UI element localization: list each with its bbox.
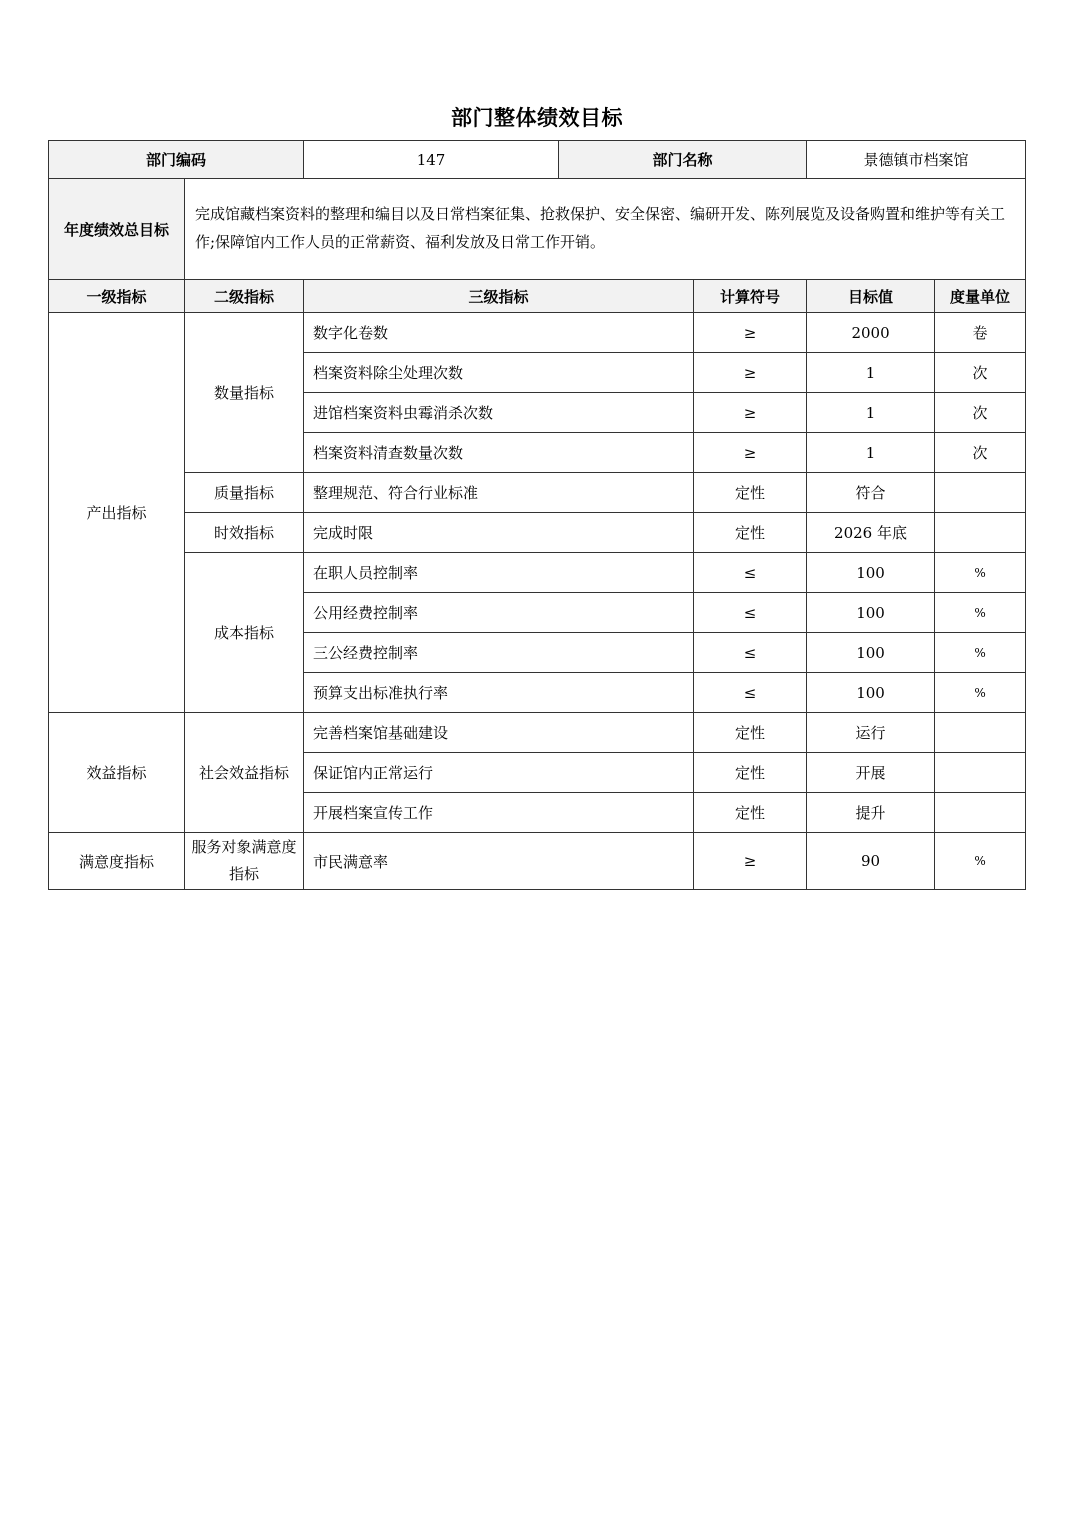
- dept-code-label: 部门编码: [49, 141, 304, 179]
- indicator-unit: [935, 513, 1026, 553]
- indicator-target: 100: [807, 593, 935, 633]
- level1-output: 产出指标: [49, 313, 185, 713]
- level2-cost: 成本指标: [185, 553, 304, 713]
- indicator-name: 进馆档案资料虫霉消杀次数: [304, 393, 694, 433]
- indicator-name: 三公经费控制率: [304, 633, 694, 673]
- indicator-name: 完成时限: [304, 513, 694, 553]
- annual-goal-text: 完成馆藏档案资料的整理和编目以及日常档案征集、抢救保护、安全保密、编研开发、陈列展览及设备购置和维护等有关工作;保障馆内工作人员的正常薪资、福利发放及日常工作开销。: [185, 179, 1026, 280]
- indicator-operator: 定性: [694, 713, 807, 753]
- indicator-target: 2000: [807, 313, 935, 353]
- indicator-target: 符合: [807, 473, 935, 513]
- indicator-name: 数字化卷数: [304, 313, 694, 353]
- header-row: [49, 280, 1026, 313]
- indicator-operator: ≤: [694, 633, 807, 673]
- header-unit: 度量单位: [935, 280, 1026, 313]
- indicator-target: 2026 年底: [807, 513, 935, 553]
- indicator-operator: ≥: [694, 313, 807, 353]
- level2-timeliness: 时效指标: [185, 513, 304, 553]
- level1-benefit: 效益指标: [49, 713, 185, 833]
- table-row: [49, 833, 1026, 890]
- indicator-target: 100: [807, 553, 935, 593]
- indicator-name: 在职人员控制率: [304, 553, 694, 593]
- indicator-unit: %: [935, 593, 1026, 633]
- performance-table: [48, 140, 1026, 890]
- indicator-target: 1: [807, 393, 935, 433]
- indicator-name: 公用经费控制率: [304, 593, 694, 633]
- table-row: [49, 473, 1026, 513]
- indicator-unit: [935, 473, 1026, 513]
- indicator-unit: %: [935, 633, 1026, 673]
- indicator-target: 90: [807, 833, 935, 890]
- header-level2: 二级指标: [185, 280, 304, 313]
- table-row: [49, 713, 1026, 753]
- header-operator: 计算符号: [694, 280, 807, 313]
- indicator-target: 1: [807, 433, 935, 473]
- indicator-target: 100: [807, 673, 935, 713]
- dept-name-label: 部门名称: [559, 141, 807, 179]
- level1-satisfaction: 满意度指标: [49, 833, 185, 890]
- indicator-name: 开展档案宣传工作: [304, 793, 694, 833]
- indicator-unit: 次: [935, 353, 1026, 393]
- level2-quantity: 数量指标: [185, 313, 304, 473]
- header-level3: 三级指标: [304, 280, 694, 313]
- indicator-name: 预算支出标准执行率: [304, 673, 694, 713]
- indicator-operator: 定性: [694, 793, 807, 833]
- page-title: 部门整体绩效目标: [451, 106, 623, 130]
- indicator-target: 开展: [807, 753, 935, 793]
- indicator-operator: 定性: [694, 753, 807, 793]
- indicator-operator: ≥: [694, 433, 807, 473]
- indicator-unit: 次: [935, 433, 1026, 473]
- indicator-operator: ≤: [694, 673, 807, 713]
- indicator-target: 运行: [807, 713, 935, 753]
- annual-goal-row: [49, 179, 1026, 280]
- level2-service: 服务对象满意度指标: [185, 833, 304, 890]
- indicator-target: 100: [807, 633, 935, 673]
- table-row: [49, 313, 1026, 353]
- indicator-unit: [935, 753, 1026, 793]
- dept-info-row: [49, 141, 1026, 179]
- indicator-target: 1: [807, 353, 935, 393]
- dept-name-value: 景德镇市档案馆: [807, 141, 1026, 179]
- indicator-name: 档案资料清查数量次数: [304, 433, 694, 473]
- indicator-operator: 定性: [694, 513, 807, 553]
- indicator-name: 完善档案馆基础建设: [304, 713, 694, 753]
- indicator-unit: %: [935, 833, 1026, 890]
- header-level1: 一级指标: [49, 280, 185, 313]
- annual-goal-label: 年度绩效总目标: [49, 179, 185, 280]
- indicator-operator: ≥: [694, 353, 807, 393]
- level2-quality: 质量指标: [185, 473, 304, 513]
- indicator-target: 提升: [807, 793, 935, 833]
- indicator-name: 整理规范、符合行业标准: [304, 473, 694, 513]
- indicator-unit: %: [935, 553, 1026, 593]
- indicator-operator: ≥: [694, 833, 807, 890]
- indicator-unit: 卷: [935, 313, 1026, 353]
- indicator-operator: ≤: [694, 553, 807, 593]
- indicator-unit: 次: [935, 393, 1026, 433]
- dept-code-value: 147: [304, 141, 559, 179]
- indicator-unit: %: [935, 673, 1026, 713]
- indicator-unit: [935, 793, 1026, 833]
- indicator-operator: 定性: [694, 473, 807, 513]
- indicator-unit: [935, 713, 1026, 753]
- table-row: [49, 553, 1026, 593]
- indicator-name: 保证馆内正常运行: [304, 753, 694, 793]
- table-row: [49, 513, 1026, 553]
- indicator-operator: ≤: [694, 593, 807, 633]
- level2-social: 社会效益指标: [185, 713, 304, 833]
- indicator-operator: ≥: [694, 393, 807, 433]
- indicator-name: 市民满意率: [304, 833, 694, 890]
- header-target: 目标值: [807, 280, 935, 313]
- indicator-name: 档案资料除尘处理次数: [304, 353, 694, 393]
